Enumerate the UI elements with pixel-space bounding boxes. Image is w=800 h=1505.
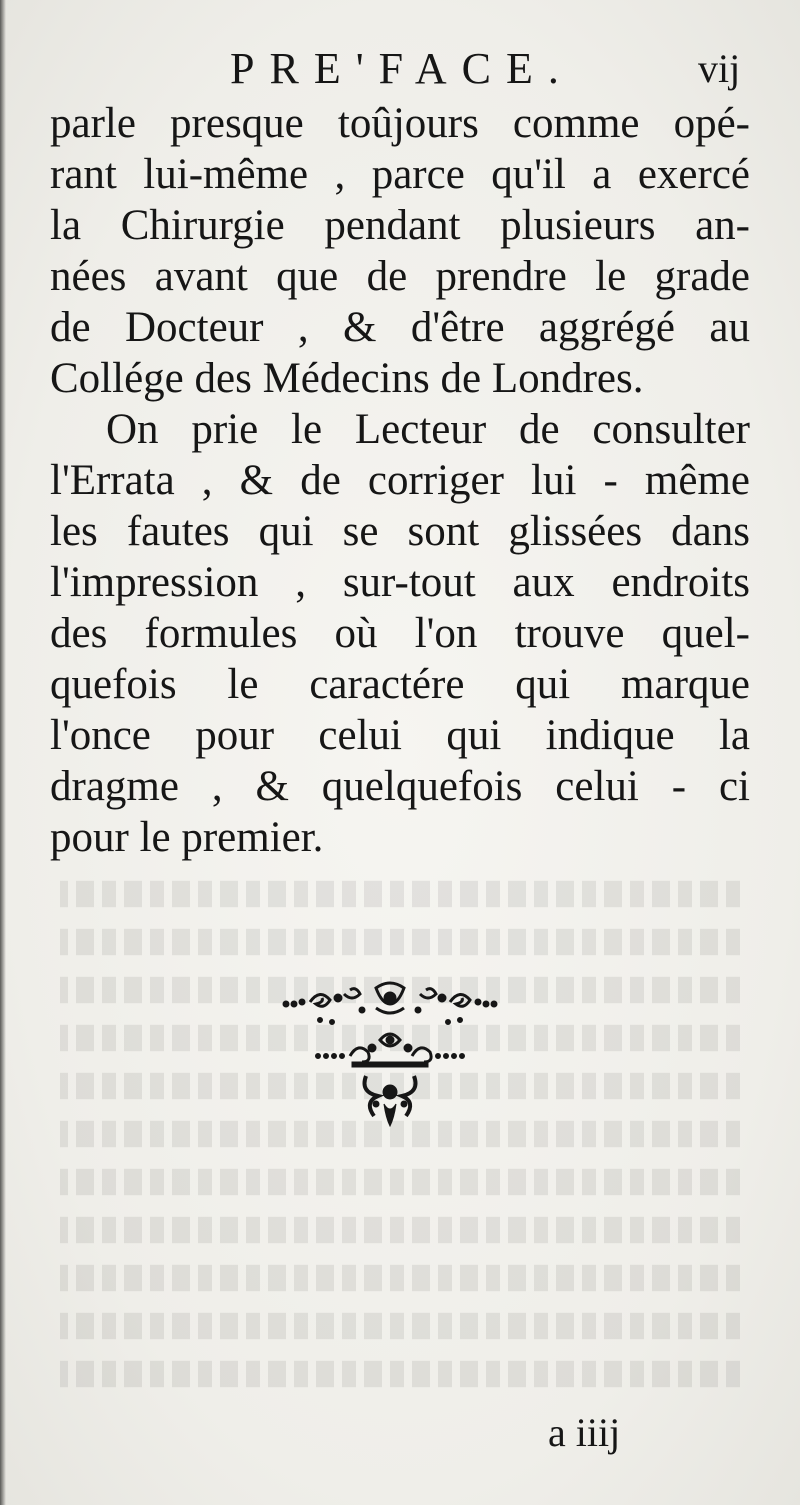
text-line: pour le premier. [50,814,324,861]
text-line: quefois le caractére qui marque [50,661,750,708]
text-line: Collége des Médecins de Londres. [50,355,644,402]
text-line: l'Errata , & de corriger lui - même [50,457,750,504]
text-line: l'once pour celui qui indique la [50,712,750,759]
text-line: les fautes qui se sont glissées dans [50,508,750,555]
text-line: des formules où l'on trouve quel- [50,610,750,657]
printers-ornament-icon [280,980,500,1140]
body-text [50,98,750,863]
page-edge-shadow [0,0,6,1505]
text-line: nées avant que de prendre le grade [50,253,750,300]
text-line: dragme , & quelquefois celui - ci [50,763,750,810]
text-line: On prie le Lecteur de consulter [106,406,750,453]
running-title: PRE'FACE. [230,44,574,93]
running-head [0,44,800,94]
text-line: rant lui-même , parce qu'il a exercé [50,151,750,198]
text-line: parle presque toûjours comme opé- [50,100,750,147]
signature-mark: a iiij [548,1410,621,1455]
text-line: la Chirurgie pendant plusieurs an- [50,202,750,249]
text-line: l'impression , sur-tout aux endroits [50,559,750,606]
text-line: de Docteur , & d'être aggrégé au [50,304,750,351]
page-number: vij [698,46,741,91]
